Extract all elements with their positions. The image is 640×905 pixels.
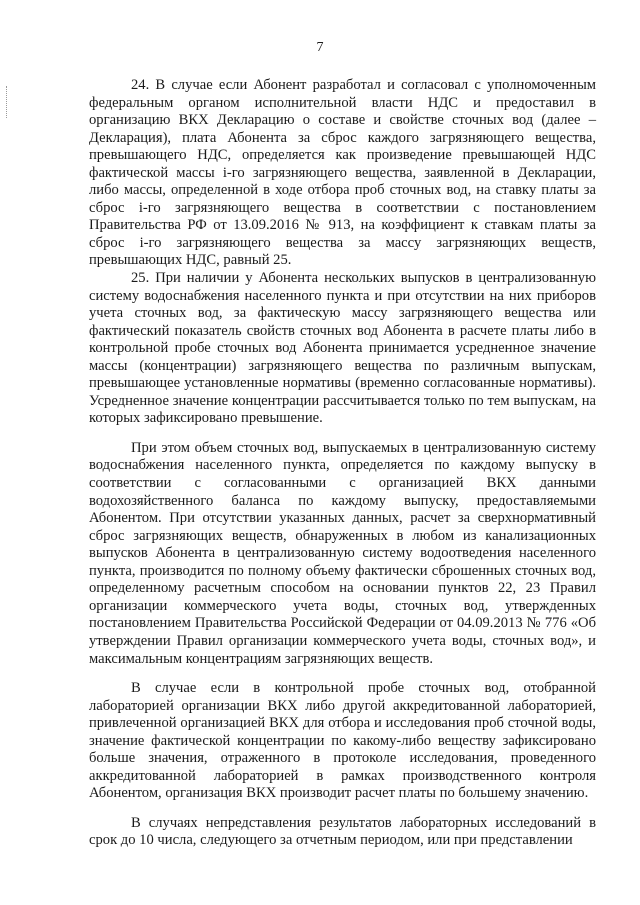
paragraph-24: 24. В случае если Абонент разработал и согласовал с уполномоченным федеральным органом исполнительной власти НДС и предоставил в организацию ВКХ Декларацию о составе и свойстве сточных вод (далее – Декларация), плата Абонента за сброс каждого загрязняющего вещества, превышающего НДС, определяется как произведение превышающей НДС фактической массы i-го загрязняющего вещества, заявленной в Декларации, либо массы, определенной в ходе отбора проб сточных вод, на ставку платы за сброс i-го загрязняющего вещества в соответствии с постановлением Правительства РФ от 13.09.2016 № 913, на коэффициент к ставкам платы за сброс i-го загрязняющего вещества за массу загрязняющих веществ, превышающих НДС, равный 25.	[89, 77, 596, 269]
page-number: 7	[316, 40, 324, 55]
paragraph-lab-results: В случаях непредставления результатов лабораторных исследований в срок до 10 числа, следующего за отчетным периодом, или при представлении	[89, 814, 596, 849]
margin-marks	[6, 86, 10, 118]
paragraph-volume-calculation: При этом объем сточных вод, выпускаемых в централизованную систему водоснабжения населенного пункта, определяется по каждому выпуску в соответствии с согласованными с организацией ВКХ данными водохозяйственного баланса по каждому выпуску, предоставляемыми Абонентом. При отсутствии указанных данных, расчет за сверхнормативный сброс загрязняющих веществ, обнаруженных в любом из канализационных выпусков Абонента в централизованную систему водоотведения населенного пункта, производится по полному объему фактически сброшенных сточных вод, определенному расчетным способом на основании пунктов 22, 23 Правил организации коммерческого учета воды, сточных вод, утвержденных постановлением Правительства Российской Федерации от 04.09.2013 № 776 «Об утверждении Правил организации коммерческого учета воды, сточных вод», и максимальным концентрациям загрязняющих веществ.	[89, 439, 596, 667]
paragraph-25: 25. При наличии у Абонента нескольких выпусков в централизованную систему водоснабжения населенного пункта и при отсутствии на них приборов учета сточных вод, за фактическую массу загрязняющего вещества или фактический показатель свойств сточных вод Абонента в расчете платы либо в контрольной пробе сточных вод Абонента принимается усредненное значение массы (концентрации) загрязняющего вещества по различным выпускам, превышающее установленные нормативы (временно согласованные нормативы). Усредненное значение концентрации рассчитывается только по тем выпускам, на которых зафиксировано превышение.	[89, 270, 596, 427]
paragraph-control-sample: В случае если в контрольной пробе сточных вод, отобранной лабораторией организации ВКХ либо другой аккредитованной лабораторией, привлеченной организацией ВКХ для отбора и исследования проб сточной воды, значение фактической концентрации по какому-либо веществу зафиксировано больше значения, отраженного в протоколе исследования, проведенного аккредитованной лабораторией в рамках производственного контроля Абонентом, организация ВКХ производит расчет платы по большему значению.	[89, 680, 596, 802]
document-body	[89, 77, 596, 850]
